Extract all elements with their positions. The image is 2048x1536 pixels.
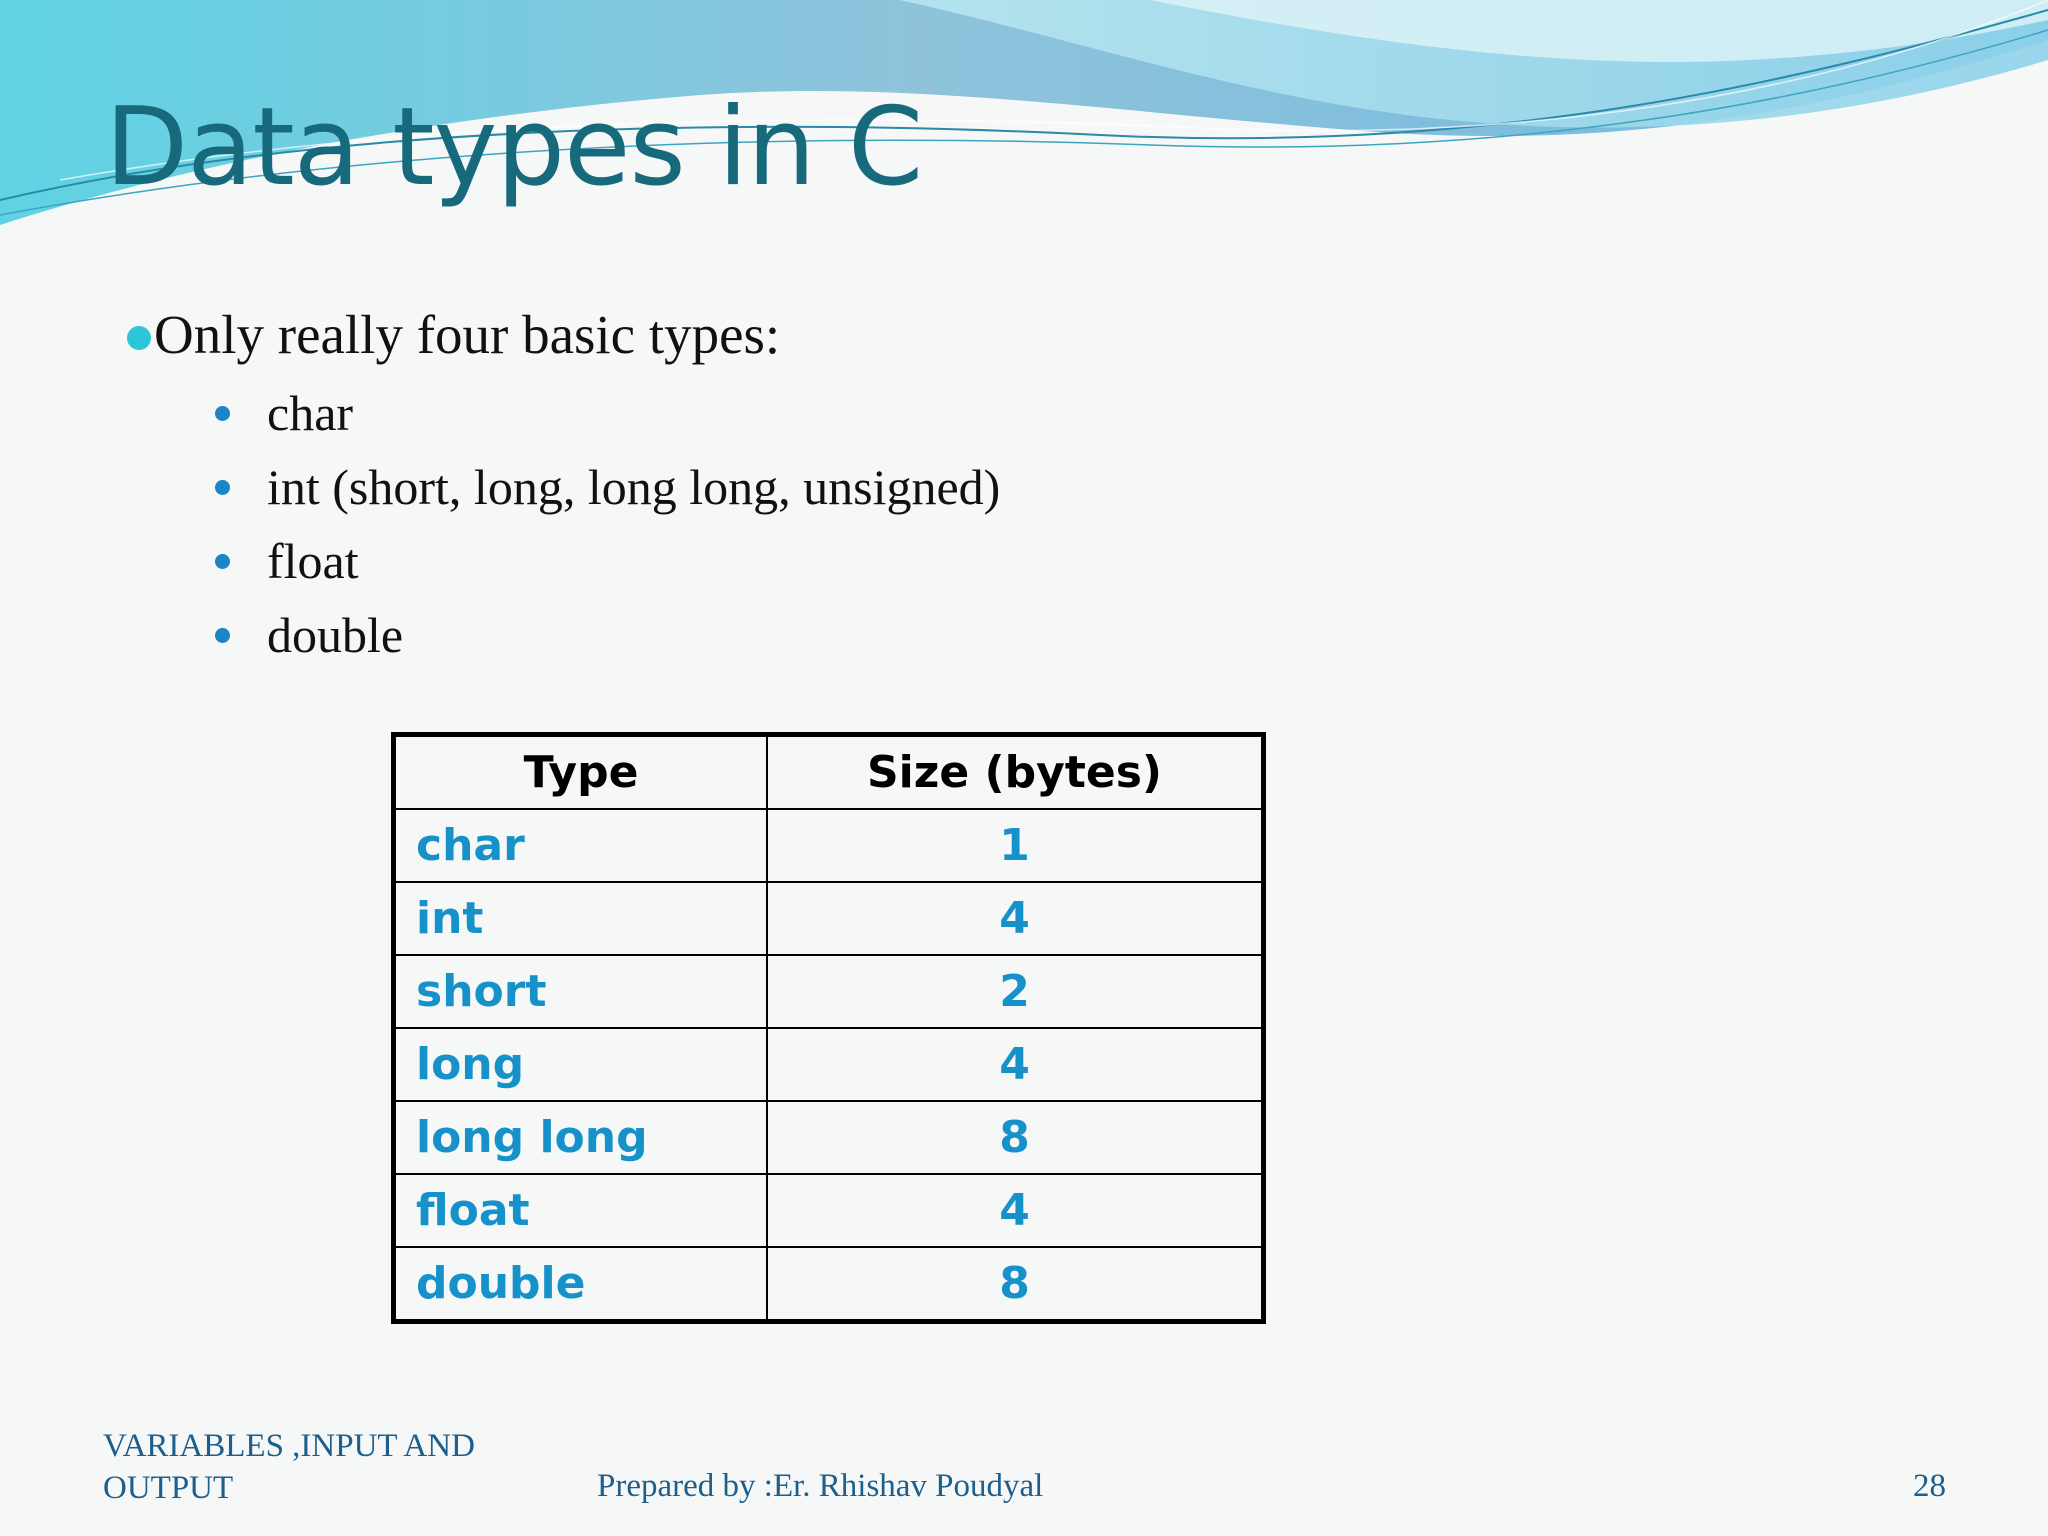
footer-section-title-line: VARIABLES ,INPUT AND (103, 1428, 475, 1464)
table-row (394, 1174, 1264, 1247)
bullet-text: Only really four basic types: (154, 304, 781, 365)
table-row (394, 809, 1264, 882)
type-cell: long long (394, 1101, 768, 1174)
sub-bullet-text: float (267, 533, 359, 589)
column-header-type: Type (394, 735, 768, 810)
type-cell: char (394, 809, 768, 882)
sub-bullet-dot-icon (215, 554, 230, 569)
sub-bullet-text: double (267, 607, 404, 663)
type-cell: short (394, 955, 768, 1028)
sub-bullet-dot-icon (215, 406, 230, 421)
sub-bullet-text: char (267, 385, 354, 441)
type-cell: long (394, 1028, 768, 1101)
slide-title: Data types in C (105, 85, 923, 210)
size-cell: 4 (767, 882, 1264, 955)
type-cell: double (394, 1247, 768, 1322)
footer-author: Prepared by :Er. Rhishav Poudyal (597, 1468, 1044, 1504)
size-cell: 4 (767, 1028, 1264, 1101)
size-cell: 1 (767, 809, 1264, 882)
type-cell: float (394, 1174, 768, 1247)
column-header-size: Size (bytes) (767, 735, 1264, 810)
table-row (394, 1028, 1264, 1101)
footer-section-title (103, 1425, 475, 1509)
table-row (394, 1101, 1264, 1174)
size-cell: 4 (767, 1174, 1264, 1247)
footer-section-title-line: OUTPUT (103, 1470, 234, 1506)
sub-bullet-text: int (short, long, long long, unsigned) (267, 459, 1001, 515)
table-header-row (394, 735, 1264, 810)
sub-bullet-dot-icon (215, 480, 230, 495)
table-row (394, 882, 1264, 955)
bullet-dot-icon (127, 326, 151, 350)
sub-bullet-dot-icon (215, 628, 230, 643)
type-cell: int (394, 882, 768, 955)
slide-number: 28 (1913, 1468, 1946, 1504)
table-row (394, 955, 1264, 1028)
size-cell: 8 (767, 1247, 1264, 1322)
size-cell: 8 (767, 1101, 1264, 1174)
table-row (394, 1247, 1264, 1322)
data-types-table (391, 732, 1266, 1324)
size-cell: 2 (767, 955, 1264, 1028)
